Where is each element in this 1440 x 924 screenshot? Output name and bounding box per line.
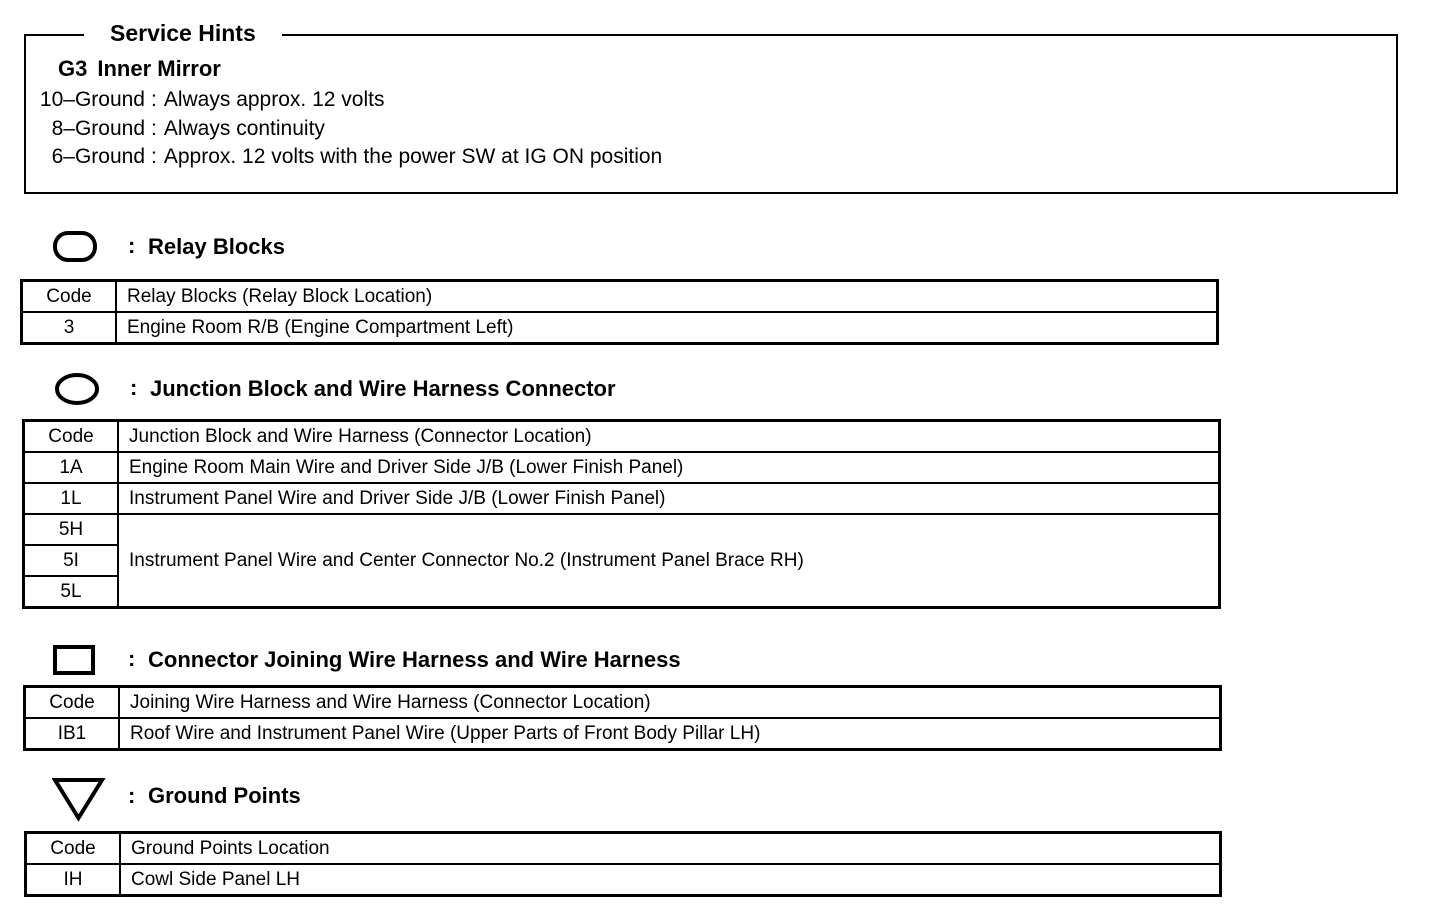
table-row — [26, 864, 1221, 896]
component-code: G3 — [58, 56, 88, 81]
hint-line — [0, 144, 662, 170]
table-header-row — [22, 281, 1218, 313]
header-colon: : — [128, 233, 136, 258]
rectangle-icon — [52, 643, 100, 679]
hint-separator: : — [151, 117, 157, 140]
hint-terminal: 10–Ground — [39, 88, 145, 111]
table-row — [24, 483, 1220, 514]
header-colon: : — [130, 375, 138, 400]
code-cell: 1L — [24, 483, 119, 514]
column-header-code: Code — [26, 833, 121, 865]
table-row — [25, 718, 1221, 750]
merged-location-cell: Instrument Panel Wire and Center Connector No.2 (Instrument Panel Brace RH) — [118, 514, 1220, 608]
hint-terminal: 8–Ground — [51, 117, 145, 140]
hint-value: Approx. 12 volts with the power SW at IG ON position — [163, 145, 663, 168]
junction-blocks-table — [22, 419, 1221, 609]
header-colon: : — [128, 783, 136, 808]
table-row — [24, 452, 1220, 483]
code-cell: 3 — [22, 312, 117, 344]
component-heading — [58, 56, 221, 82]
location-cell: Instrument Panel Wire and Driver Side J/B (Lower Finish Panel) — [118, 483, 1220, 514]
section-title: Connector Joining Wire Harness and Wire Harness — [148, 647, 681, 672]
code-cell: 5H — [24, 514, 119, 545]
code-cell: 1A — [24, 452, 119, 483]
location-cell: Cowl Side Panel LH — [120, 864, 1221, 896]
code-cell: IH — [26, 864, 121, 896]
table-header-row — [25, 687, 1221, 719]
code-cell: IB1 — [25, 718, 120, 750]
hint-terminal: 6–Ground — [51, 145, 145, 168]
hint-line — [0, 116, 325, 142]
location-cell: Engine Room Main Wire and Driver Side J/B (Lower Finish Panel) — [118, 452, 1220, 483]
ground-points-table — [24, 831, 1222, 897]
section-title: Relay Blocks — [148, 234, 285, 259]
rounded-oval-icon — [52, 230, 100, 264]
section-title: Junction Block and Wire Harness Connector — [150, 376, 616, 401]
column-header-location: Ground Points Location — [120, 833, 1221, 865]
column-header-location: Joining Wire Harness and Wire Harness (Connector Location) — [119, 687, 1221, 719]
hint-separator: : — [151, 145, 157, 168]
service-hints-title: Service Hints — [84, 18, 282, 48]
code-cell: 5L — [24, 576, 119, 608]
oval-icon — [54, 372, 102, 408]
component-name: Inner Mirror — [97, 56, 221, 81]
column-header-code: Code — [25, 687, 120, 719]
service-hints-box — [24, 34, 1398, 194]
joining-connectors-table — [23, 685, 1222, 751]
location-cell: Engine Room R/B (Engine Compartment Left) — [116, 312, 1218, 344]
relay-blocks-table — [20, 279, 1219, 345]
section-title: Ground Points — [148, 783, 301, 808]
column-header-location: Relay Blocks (Relay Block Location) — [116, 281, 1218, 313]
triangle-down-icon — [52, 776, 106, 824]
header-colon: : — [128, 646, 136, 671]
hint-separator: : — [151, 88, 157, 111]
table-header-row — [24, 421, 1220, 453]
hint-value: Always approx. 12 volts — [163, 88, 385, 111]
table-row — [24, 514, 1220, 545]
column-header-code: Code — [24, 421, 119, 453]
location-cell: Roof Wire and Instrument Panel Wire (Upper Parts of Front Body Pillar LH) — [119, 718, 1221, 750]
hint-value: Always continuity — [163, 117, 325, 140]
code-cell: 5I — [24, 545, 119, 576]
table-header-row — [26, 833, 1221, 865]
column-header-location: Junction Block and Wire Harness (Connector Location) — [118, 421, 1220, 453]
table-row — [22, 312, 1218, 344]
hint-line — [0, 87, 384, 113]
column-header-code: Code — [22, 281, 117, 313]
